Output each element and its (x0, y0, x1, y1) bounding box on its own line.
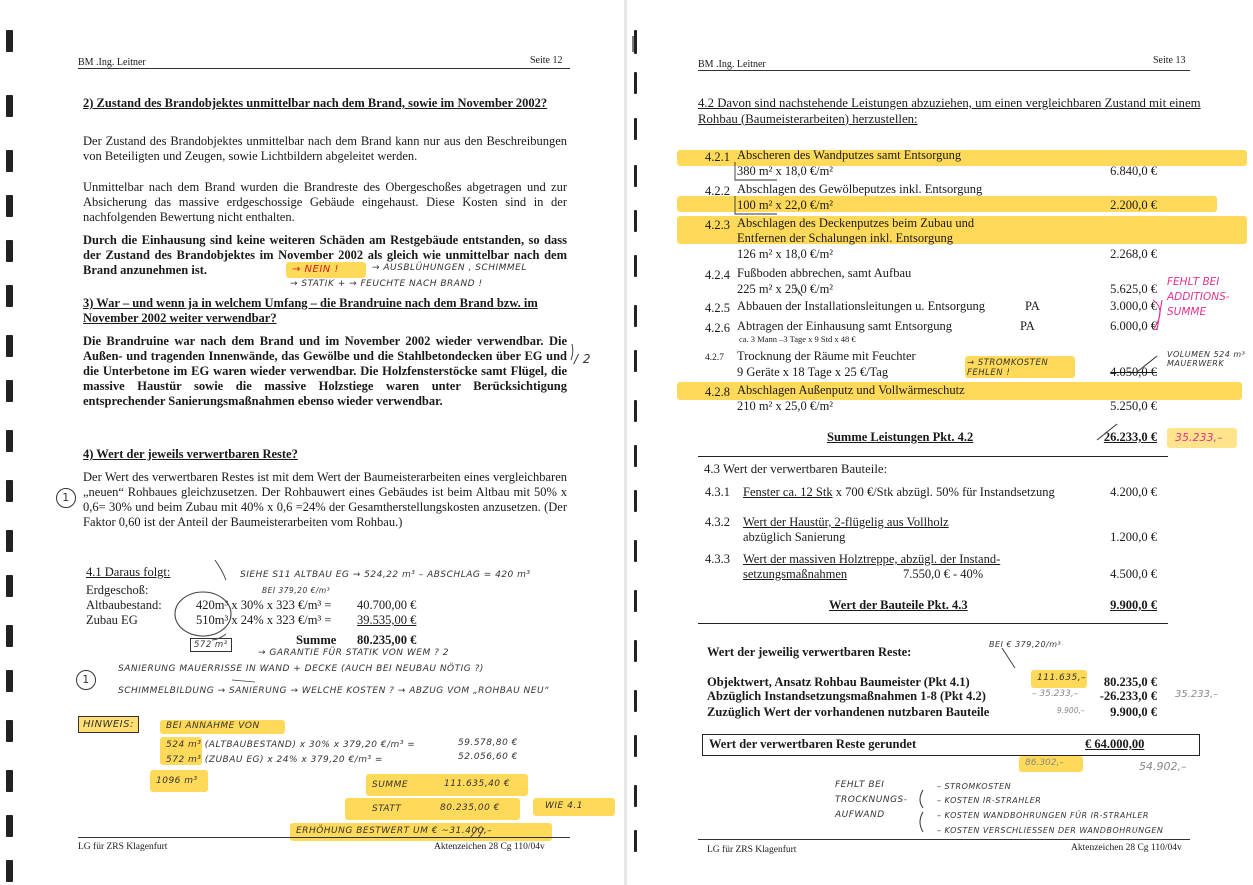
handwritten-note: → STROMKOSTEN FEHLEN ! (967, 358, 1049, 378)
binder-hole-mark (6, 150, 13, 172)
header-rule (78, 68, 570, 69)
handwritten-correction: 86.302,– (1025, 758, 1064, 768)
item-description: Abtragen der Einhausung samt Entsorgung (737, 319, 953, 333)
handwritten-note: SIEHE S11 ALTBAU EG → 524,22 m³ – ABSCHLAG = 420 m³ (240, 570, 531, 580)
item-quantity: 100 m² x 22,0 €/m² (737, 198, 834, 212)
section-2-paragraph-3: Durch die Einhausung sind keine weiteren Schäden am Restgebäude entstanden, so dass der Zustand des Brandobjektes im November 2002 als gleich wie unmittelbar nach dem Brand anzunehmen ist. (83, 233, 567, 277)
binder-hole-mark (634, 305, 637, 327)
rest-row-value: 9.900,0 € (1110, 705, 1157, 719)
zubau-value: 39.535,00 € (357, 613, 417, 627)
item-note: ca. 3 Mann –3 Tage x 9 Std x 48 € (739, 334, 856, 344)
summe-label: Summe (296, 633, 337, 647)
item-value: 5.625,0 € (1110, 282, 1157, 296)
item-number: 4.2.1 (705, 150, 730, 164)
binder-hole-mark (6, 530, 13, 552)
item-note: setzungsmaßnahmen (743, 567, 848, 581)
item-value: 4.500,0 € (1110, 567, 1157, 581)
section-4-2-title: 4.2 Davon sind nachstehende Leistungen abzuziehen, um einen vergleichbaren Zustand mit einem Rohbau (Baumeisterarbeiten) herzustellen: (698, 96, 1201, 126)
binder-hole-mark (6, 770, 13, 792)
handwritten-note: STATT (372, 804, 402, 814)
binder-hole-mark (6, 575, 13, 597)
item-value: 1.200,0 € (1110, 530, 1157, 544)
handwritten-list-item: – STROMKOSTEN (937, 782, 1012, 791)
binder-hole-mark (634, 830, 637, 852)
handwritten-note: ERHÖHUNG BESTWERT UM € ~31.400,– (296, 826, 493, 836)
item-value: 4.050,0 € (1110, 365, 1157, 379)
footer-court: LG für ZRS Klagenfurt (78, 842, 168, 852)
binder-hole-mark (6, 815, 13, 837)
erdgeschoss-label: Erdgeschoß: (86, 583, 149, 597)
handwritten-note: WIE 4.1 (545, 801, 583, 811)
handwritten-correction: 9.900,– (1057, 706, 1085, 715)
item-quantity: 9 Geräte x 18 Tage x 25 €/Tag (737, 365, 889, 379)
final-value-label: Wert der verwertbaren Reste gerundet (709, 737, 917, 751)
section-rule (698, 623, 1168, 624)
item-value: 5.250,0 € (1110, 399, 1157, 413)
binder-hole-mark (6, 285, 13, 307)
rest-row-label: Zuzüglich Wert der vorhandenen nutzbaren Bauteile (707, 705, 990, 719)
handwritten-calculation-result: 59.578,80 € (458, 738, 518, 748)
item-description: Abbauen der Installationsleitungen u. Entsorgung (737, 299, 985, 313)
section-3-paragraph: Die Brandruine war nach dem Brand und im November 2002 wieder verwendbar. Die Außen- und tragenden Innenwände, das Gewölbe und die Stahlbetondecken über EG und die Unterbetone im EG waren wieder verwendbar. Die Holzfensterstöcke samt Flügel, die massive Haustür sowie die massive Holzstiege waren unter Berücksichtigung entsprechender Sanierungsmaßnahmen ebenso wieder verwendbar. (83, 334, 567, 408)
altbau-calculation: 420m³ x 30% x 323 €/m³ = (196, 598, 332, 612)
item-description: Entfernen der Schalungen inkl. Entsorgung (737, 231, 954, 245)
footer-rule (78, 837, 570, 838)
handwritten-sum-label: SUMME (372, 780, 409, 790)
item-quantity: 225 m² x 25,0 €/m² (737, 282, 834, 296)
binder-hole-mark (6, 860, 13, 882)
item-value: 6.840,0 € (1110, 164, 1157, 178)
header-rule (698, 70, 1190, 71)
handwritten-note: VOLUMEN 524 m³ MAUERWERK (1167, 350, 1246, 368)
summe-4-2-label: Summe Leistungen Pkt. 4.2 (827, 430, 974, 444)
binder-hole-mark (634, 255, 637, 277)
handwritten-note: → STATIK + → FEUCHTE NACH BRAND ! (290, 279, 483, 289)
item-number: 4.3.1 (705, 485, 730, 499)
binder-hole-mark (634, 400, 637, 422)
handwritten-circle-marker: 1 (56, 488, 76, 508)
altbau-value: 40.700,00 € (357, 598, 417, 612)
handwritten-note: SCHIMMELBILDUNG → SANIERUNG → WELCHE KOSTEN ? → ABZUG VOM „ROHBAU NEU“ (118, 686, 550, 696)
section-3-title: 3) War – und wenn ja in welchem Umfang – die Brandruine nach dem Brand bzw. im November 2002 weiter verwendbar? (83, 296, 538, 325)
summe-value: 80.235,00 € (357, 633, 417, 647)
section-4-1-title: 4.1 Daraus folgt: (86, 565, 171, 579)
section-4-title: 4) Wert der jeweils verwertbaren Reste? (83, 447, 298, 461)
handwritten-note: → AUSBLÜHUNGEN , SCHIMMEL (372, 263, 527, 273)
binder-hole-mark (6, 480, 13, 502)
handwritten-boxed-note: 572 m³ (190, 638, 232, 652)
item-value: 4.200,0 € (1110, 485, 1157, 499)
item-description: Fenster ca. 12 Stk (743, 485, 833, 499)
binder-hole-mark (6, 95, 13, 117)
item-flat-rate: PA (1025, 299, 1040, 313)
binder-hole-mark (6, 240, 13, 262)
handwritten-pink-note: FEHLT BEI ADDITIONS-SUMME (1167, 276, 1230, 318)
section-rule (698, 456, 1168, 457)
summe-4-3-value: 9.900,0 € (1110, 598, 1157, 612)
binder-hole-mark (6, 380, 13, 402)
binder-hole-mark (634, 590, 637, 612)
binder-hole-mark (634, 210, 637, 232)
item-description: Trocknung der Räume mit Feuchter (737, 349, 916, 363)
handwritten-margin-note: / 2 (574, 352, 591, 366)
rest-row-value: 80.235,0 € (1103, 675, 1157, 689)
binder-hole-mark (6, 625, 13, 647)
item-note: abzüglich Sanierung (743, 530, 846, 544)
item-number: 4.2.6 (705, 321, 730, 335)
handwritten-circle-marker: 1 (76, 670, 96, 690)
handwritten-note: BEI 379,20 €/m³ (262, 586, 331, 595)
header-author: BM .Ing. Leitner (78, 57, 146, 68)
summe-4-2-value: 26.233,0 € (1103, 430, 1157, 444)
binder-hole-mark (634, 118, 637, 140)
item-value: 6.000,0 € (1110, 319, 1157, 333)
footer-rule (698, 839, 1190, 840)
item-description: x 700 €/Stk abzügl. 50% für Instandsetzung (835, 485, 1055, 499)
rest-row-value: -26.233,0 € (1099, 689, 1157, 703)
item-number: 4.2.4 (705, 268, 730, 282)
handwritten-calculation-result: 52.056,60 € (458, 752, 518, 762)
item-description: Wert der Haustür, 2-flügelig aus Vollholz (743, 515, 949, 529)
item-value: 2.200,0 € (1110, 198, 1157, 212)
final-value-amount: € 64.000,00 (1085, 737, 1145, 751)
item-number: 4.2.8 (705, 385, 730, 399)
item-description: Fußboden abbrechen, samt Aufbau (737, 266, 912, 280)
section-2-paragraph-2: Unmittelbar nach dem Brand wurden die Brandreste des Obergeschoßes abgetragen und zur Absicherung das massive erdgeschossige Gebäude eingehaust. Diese Kosten sind in der nachfolgenden Bewertung nicht enthalten. (83, 180, 567, 224)
binder-hole-mark (6, 720, 13, 742)
item-description: Abschlagen des Gewölbeputzes inkl. Entsorgung (737, 182, 983, 196)
item-value: 2.268,0 € (1110, 247, 1157, 261)
binder-hole-mark (634, 735, 637, 757)
final-value-box (702, 734, 1200, 756)
binder-hole-mark (634, 640, 637, 662)
binder-hole-mark (6, 335, 13, 357)
handwritten-note: SANIERUNG MAUERRISSE IN WAND + DECKE (AUCH BEI NEUBAU NÖTIG ?) (118, 664, 484, 674)
item-description: Abschlagen Außenputz und Vollwärmeschutz (737, 383, 965, 397)
handwritten-correction: 111.635,– (1037, 673, 1087, 683)
handwritten-correction: 35.233,– (1175, 431, 1223, 444)
item-number: 4.3.3 (705, 552, 730, 566)
item-calculation: 7.550,0 € - 40% (903, 567, 984, 581)
document-page-right (627, 0, 1253, 885)
binder-hole-mark (634, 445, 637, 467)
document-page-left (0, 0, 626, 885)
summe-4-3-label: Wert der Bauteile Pkt. 4.3 (829, 598, 968, 612)
binder-hole-mark (634, 30, 637, 54)
handwritten-note: BEI ANNAHME VON (166, 721, 260, 731)
footer-file-number: Aktenzeichen 28 Cg 110/04v (434, 842, 545, 852)
item-number: 4.2.5 (705, 301, 730, 315)
binder-hole-mark (6, 195, 13, 217)
handwritten-correction: 35.233,– (1175, 689, 1219, 700)
handwritten-note: 80.235,00 € (440, 803, 500, 813)
binder-hole-mark (6, 30, 13, 52)
item-description: Abschlagen des Deckenputzes beim Zubau und (737, 216, 975, 230)
handwritten-correction: – 35.233,– (1032, 689, 1079, 699)
footer-file-number: Aktenzeichen 28 Cg 110/04v (1071, 843, 1182, 853)
rest-title: Wert der jeweilig verwertbaren Reste: (707, 645, 912, 659)
handwritten-note: FEHLT BEI TROCKNUNGS-AUFWAND (835, 780, 908, 820)
header-page-number: Seite 13 (1153, 55, 1186, 66)
binder-hole-mark (634, 72, 637, 94)
item-description: Abscheren des Wandputzes samt Entsorgung (737, 148, 962, 162)
item-flat-rate: PA (1020, 319, 1035, 333)
handwritten-list-item: – KOSTEN IR-STRAHLER (937, 796, 1042, 805)
section-4-paragraph: Der Wert des verwertbaren Restes ist mit dem Wert der Baumeisterarbeiten eines vergleichbaren „neuen“ Rohbaues gleichzusetzen. Der Rohbauwert eines Gebäudes ist beim Altbau mit 50% x 0,6= 30% und beim Zubau mit 40% x 0,6 =24% der Gesamtherstellungskosten anzusetzen. (Der Faktor 0,60 ist der Anteil der Baumeisterarbeiten vom Rohbau.) (83, 470, 567, 529)
item-number: 4.3.2 (705, 515, 730, 529)
item-number: 4.2.2 (705, 184, 730, 198)
header-author: BM .Ing. Leitner (698, 59, 766, 70)
item-number: 4.2.3 (705, 218, 730, 232)
handwritten-calculation: 572 m³ (ZUBAU EG) x 24% x 379,20 €/m³ = (166, 755, 383, 765)
binder-hole-mark (634, 690, 637, 712)
binder-hole-mark (634, 490, 637, 512)
section-4-3-title: 4.3 Wert der verwertbaren Bauteile: (704, 462, 888, 476)
item-description: Wert der massiven Holztreppe, abzügl. der Instand- (743, 552, 1001, 566)
rest-row-label: Abzüglich Instandsetzungsmaßnahmen 1-8 (Pkt 4.2) (707, 689, 986, 703)
binder-hole-mark (634, 540, 637, 562)
handwritten-list-item: – KOSTEN VERSCHLIESSEN DER WANDBOHRUNGEN (937, 826, 1164, 835)
handwritten-hinweis-label: HINWEIS: (78, 716, 139, 733)
rest-row-label: Objektwert, Ansatz Rohbau Baumeister (Pkt 4.1) (707, 675, 970, 689)
footer-court: LG für ZRS Klagenfurt (707, 845, 797, 855)
zubau-label: Zubau EG (86, 613, 138, 627)
binder-hole-mark (634, 165, 637, 187)
handwritten-note-nein: → NEIN ! (292, 264, 339, 275)
handwritten-list-item: – KOSTEN WANDBOHRUNGEN FÜR IR-STRAHLER (937, 811, 1149, 820)
handwritten-calculation: 524 m³ (ALTBAUBESTAND) x 30% x 379,20 €/m³ = (166, 740, 416, 750)
item-value: 3.000,0 € (1110, 299, 1157, 313)
section-2-paragraph-1: Der Zustand des Brandobjektes unmittelbar nach dem Brand kann nur aus den Beschreibungen von Beteiligten und Zeugen, sowie Lichtbildern abgeleitet werden. (83, 134, 567, 163)
binder-hole-mark (6, 430, 13, 452)
handwritten-note: → GARANTIE FÜR STATIK VON WEM ? 2 (258, 648, 449, 658)
item-quantity: 126 m² x 18,0 €/m² (737, 247, 834, 261)
zubau-calculation: 510m³ x 24% x 323 €/m³ = (196, 613, 332, 627)
altbau-label: Altbaubestand: (86, 598, 162, 612)
handwritten-note: 1096 m³ (156, 776, 198, 786)
handwritten-correction: 54.902,– (1139, 760, 1187, 773)
binder-hole-mark (634, 785, 637, 807)
handwritten-note: BEI € 379,20/m³ (989, 640, 1062, 649)
handwritten-sum-value: 111.635,40 € (444, 779, 511, 789)
handwriting-strokes (0, 0, 626, 885)
binder-hole-mark (6, 670, 13, 692)
item-quantity: 380 m² x 18,0 €/m² (737, 164, 834, 178)
item-quantity: 210 m² x 25,0 €/m² (737, 399, 834, 413)
header-page-number: Seite 12 (530, 55, 563, 66)
section-2-title: 2) Zustand des Brandobjektes unmittelbar nach dem Brand, sowie im November 2002? (83, 96, 548, 110)
item-number: 4.2.7 (705, 353, 724, 363)
binder-hole-mark (634, 350, 637, 372)
